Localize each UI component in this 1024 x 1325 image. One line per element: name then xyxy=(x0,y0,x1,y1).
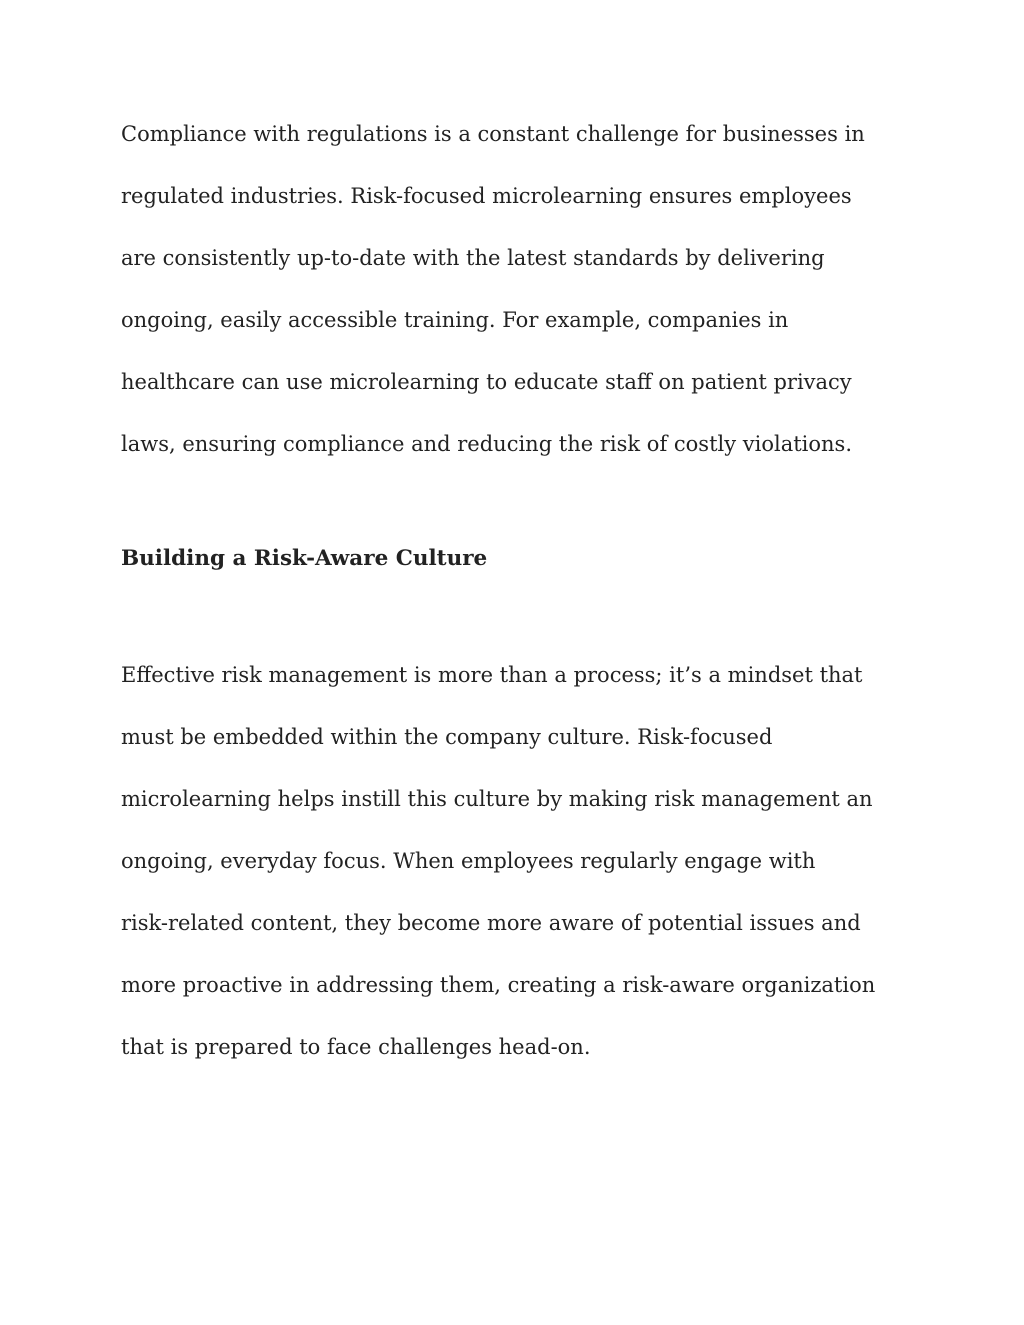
compliance-paragraph xyxy=(121,103,911,475)
article-body xyxy=(121,103,911,1078)
paragraph-line: must be embedded within the company culture. Risk-focused xyxy=(121,725,773,749)
paragraph-line: are consistently up-to-date with the latest standards by delivering xyxy=(121,246,825,270)
paragraph-line: regulated industries. Risk-focused microlearning ensures employees xyxy=(121,184,852,208)
paragraph-line: risk-related content, they become more aware of potential issues and xyxy=(121,911,861,935)
section-heading: Building a Risk-Aware Culture xyxy=(121,546,488,571)
paragraph-line: that is prepared to face challenges head-on. xyxy=(121,1035,591,1059)
risk-culture-paragraph xyxy=(121,644,911,1078)
paragraph-line: microlearning helps instill this culture by making risk management an xyxy=(121,787,873,811)
paragraph-line: healthcare can use microlearning to educate staff on patient privacy xyxy=(121,370,852,394)
paragraph-line: ongoing, everyday focus. When employees regularly engage with xyxy=(121,849,816,873)
paragraph-line: laws, ensuring compliance and reducing the risk of costly violations. xyxy=(121,432,853,456)
paragraph-line: more proactive in addressing them, creating a risk-aware organization xyxy=(121,973,876,997)
paragraph-line: ongoing, easily accessible training. For example, companies in xyxy=(121,308,789,332)
paragraph-line: Effective risk management is more than a process; it’s a mindset that xyxy=(121,663,863,687)
paragraph-line: Compliance with regulations is a constant challenge for businesses in xyxy=(121,122,865,146)
